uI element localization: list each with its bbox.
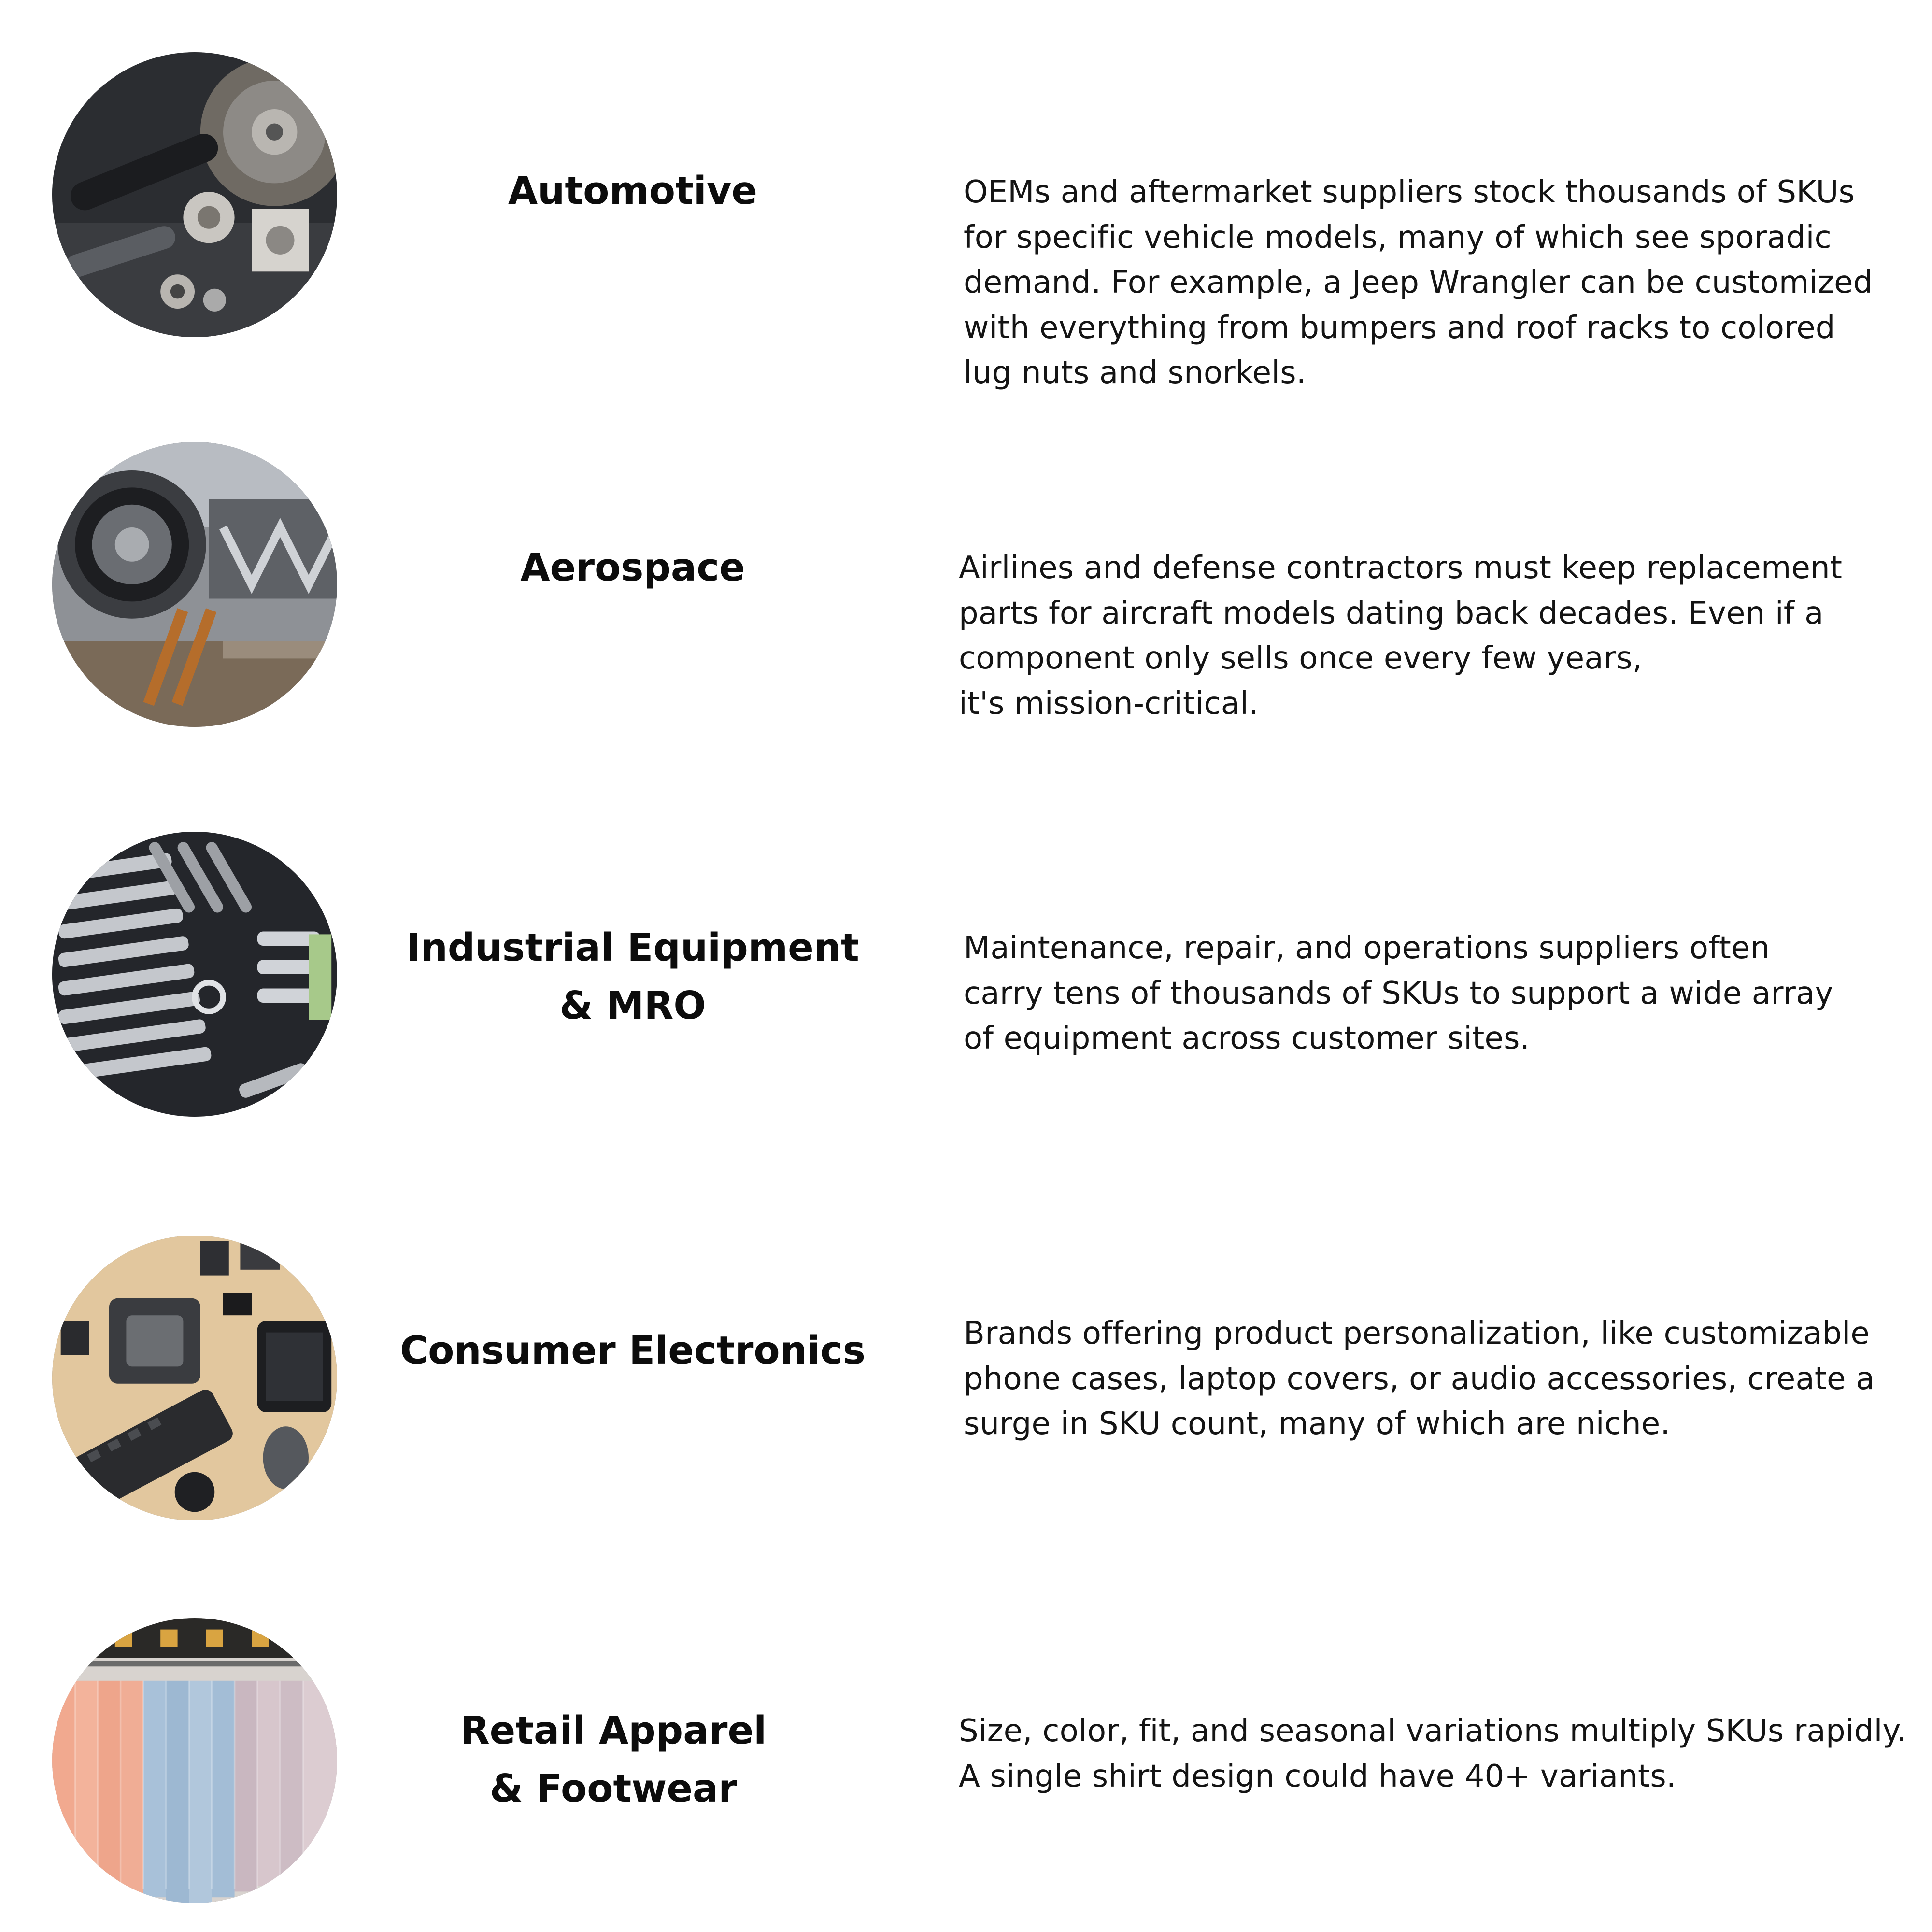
industry-title: Industrial Equipment & MRO <box>406 925 859 1028</box>
description-line: component only sells once every few years, <box>959 640 1643 676</box>
description-line: with everything from bumpers and roof racks to colored <box>964 310 1835 346</box>
description-line: Brands offering product personalization, like customizable <box>964 1316 1870 1351</box>
jet-engine-photo-icon <box>52 442 337 727</box>
description-line: of equipment across customer sites. <box>964 1021 1530 1056</box>
description-line: phone cases, laptop covers, or audio accessories, create a <box>964 1361 1875 1397</box>
industry-title: Automotive <box>508 169 757 213</box>
industry-title: Aerospace <box>520 545 745 590</box>
description-line: it's mission-critical. <box>959 685 1259 722</box>
electronics-flatlay-photo-icon <box>52 1236 337 1520</box>
description-line: for specific vehicle models, many of which see sporadic <box>964 219 1832 256</box>
industry-description <box>959 546 1905 726</box>
industry-description <box>964 926 1910 1062</box>
description-line: A single shirt design could have 40+ variants. <box>959 1758 1676 1794</box>
industry-title: Consumer Electronics <box>400 1328 866 1373</box>
description-line: surge in SKU count, many of which are niche. <box>964 1406 1671 1442</box>
industry-description <box>964 1311 1910 1447</box>
description-line: lug nuts and snorkels. <box>964 355 1307 391</box>
description-line: demand. For example, a Jeep Wrangler can be customized <box>964 265 1873 300</box>
clothing-rack-photo-icon <box>52 1618 337 1903</box>
industry-description <box>959 1709 1905 1799</box>
wrench-set-photo-icon <box>52 832 337 1117</box>
description-line: OEMs and aftermarket suppliers stock thousands of SKUs <box>964 174 1855 210</box>
industry-description <box>964 170 1910 396</box>
description-line: Maintenance, repair, and operations suppliers often <box>964 930 1770 966</box>
industry-title: Retail Apparel & Footwear <box>460 1708 767 1811</box>
description-line: Airlines and defense contractors must keep replacement <box>959 550 1843 586</box>
description-line: carry tens of thousands of SKUs to support a wide array <box>964 975 1833 1011</box>
description-line: parts for aircraft models dating back decades. Even if a <box>959 595 1824 631</box>
auto-parts-photo-icon <box>52 52 337 337</box>
description-line: Size, color, fit, and seasonal variations multiply SKUs rapidly. <box>959 1713 1907 1749</box>
